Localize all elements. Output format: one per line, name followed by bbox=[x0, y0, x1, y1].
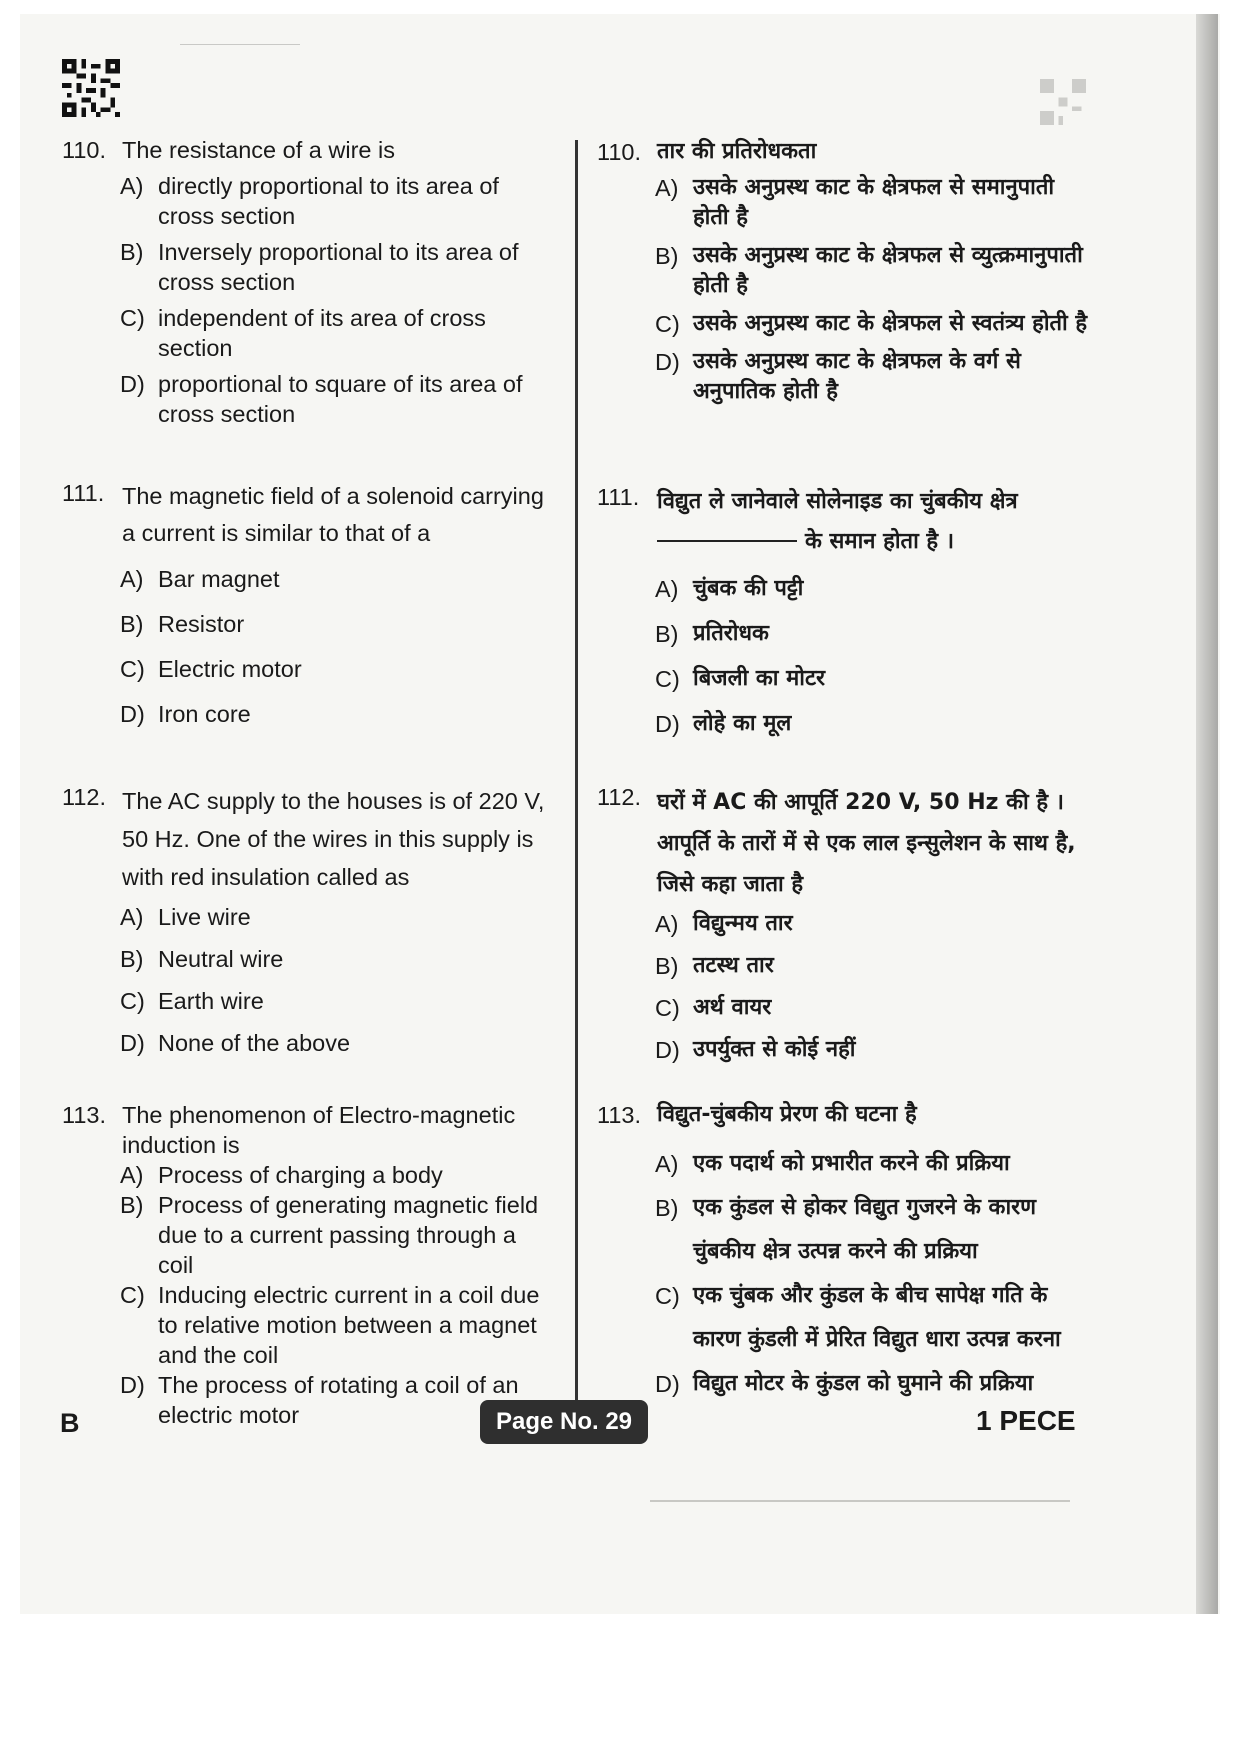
option-letter: B) bbox=[120, 239, 144, 265]
option-d[interactable] bbox=[120, 699, 552, 729]
option-text: तटस्थ तार bbox=[693, 953, 774, 978]
option-c[interactable] bbox=[120, 1280, 552, 1370]
question-number: 113. bbox=[597, 1102, 641, 1128]
option-b[interactable] bbox=[120, 944, 552, 974]
question-number: 110. bbox=[597, 139, 641, 165]
option-c[interactable] bbox=[655, 664, 1097, 694]
scan-mark bbox=[650, 1500, 1070, 1502]
option-text: Resistor bbox=[158, 611, 245, 637]
option-letter: B) bbox=[655, 621, 679, 647]
option-d[interactable] bbox=[120, 1028, 552, 1058]
option-letter: B) bbox=[120, 946, 144, 972]
option-letter: C) bbox=[120, 1282, 145, 1308]
option-d[interactable] bbox=[655, 709, 1097, 739]
option-letter: C) bbox=[120, 656, 145, 682]
question-113-hi bbox=[597, 1100, 1097, 1406]
option-letter: C) bbox=[120, 988, 145, 1014]
question-stem: विद्युत ले जानेवाले सोलेनाइड का चुंबकीय क्षेत्र bbox=[657, 489, 1018, 514]
question-112-hi bbox=[597, 782, 1097, 1065]
option-letter: A) bbox=[120, 566, 144, 592]
option-b[interactable] bbox=[120, 1190, 552, 1280]
option-text: उपर्युक्त से कोई नहीं bbox=[693, 1037, 856, 1062]
option-text: चुंबक की पट्टी bbox=[693, 576, 804, 601]
option-a[interactable] bbox=[655, 909, 1097, 939]
option-letter: B) bbox=[655, 243, 679, 269]
option-letter: A) bbox=[655, 576, 679, 602]
option-text: directly proportional to its area of cross section bbox=[158, 173, 499, 229]
option-text: उसके अनुप्रस्थ काट के क्षेत्रफल के वर्ग से अनुपातिक होती है bbox=[693, 349, 1021, 404]
option-letter: D) bbox=[120, 1030, 145, 1056]
option-text: बिजली का मोटर bbox=[693, 666, 826, 691]
scan-mark bbox=[180, 44, 300, 45]
option-c[interactable] bbox=[120, 654, 552, 684]
option-letter: C) bbox=[655, 311, 680, 337]
question-stem: विद्युत-चुंबकीय प्रेरण की घटना है bbox=[657, 1102, 917, 1127]
option-text: उसके अनुप्रस्थ काट के क्षेत्रफल से समानुपाती होती है bbox=[693, 175, 1055, 230]
option-text: Bar magnet bbox=[158, 566, 280, 592]
option-a[interactable] bbox=[655, 574, 1097, 604]
option-b[interactable] bbox=[655, 1186, 1097, 1274]
question-stem-tail: के समान होता है । bbox=[805, 529, 955, 554]
option-letter: C) bbox=[655, 995, 680, 1021]
option-c[interactable] bbox=[120, 303, 552, 363]
booklet-series: B bbox=[60, 1408, 80, 1438]
option-letter: C) bbox=[655, 666, 680, 692]
option-letter: D) bbox=[655, 1037, 680, 1063]
option-a[interactable] bbox=[120, 171, 552, 231]
option-text: None of the above bbox=[158, 1030, 351, 1056]
option-text: Process of generating magnetic field due to a current passing through a coil bbox=[158, 1192, 539, 1278]
option-a[interactable] bbox=[655, 173, 1097, 233]
question-111-hi bbox=[597, 482, 1097, 739]
question-110-hi bbox=[597, 137, 1097, 407]
option-letter: B) bbox=[655, 953, 679, 979]
question-number: 111. bbox=[597, 484, 640, 510]
question-113-en bbox=[62, 1100, 552, 1430]
option-letter: C) bbox=[655, 1283, 680, 1309]
option-text: उसके अनुप्रस्थ काट के क्षेत्रफल से स्वतंत्र्य होती है bbox=[693, 311, 1088, 336]
option-c[interactable] bbox=[655, 993, 1097, 1023]
option-d[interactable] bbox=[655, 1035, 1097, 1065]
option-text: The process of rotating a coil of an electric motor bbox=[158, 1372, 519, 1428]
option-letter: A) bbox=[120, 1162, 144, 1188]
question-number: 112. bbox=[597, 784, 641, 810]
question-number: 112. bbox=[62, 784, 106, 810]
question-111-en bbox=[62, 478, 552, 729]
question-stem: घरों में AC की आपूर्ति 220 V, 50 Hz की है । आपूर्ति के तारों में से एक लाल इन्सुलेशन के साथ है, जिसे कहा जाता है bbox=[657, 790, 1076, 897]
option-letter: B) bbox=[655, 1195, 679, 1221]
option-b[interactable] bbox=[120, 609, 552, 639]
option-b[interactable] bbox=[655, 951, 1097, 981]
option-text: प्रतिरोधक bbox=[693, 621, 769, 646]
option-a[interactable] bbox=[120, 1160, 552, 1190]
option-letter: B) bbox=[120, 1192, 144, 1218]
option-letter: D) bbox=[120, 1372, 145, 1398]
option-letter: D) bbox=[655, 711, 680, 737]
question-110-en bbox=[62, 135, 552, 429]
option-b[interactable] bbox=[655, 619, 1097, 649]
qr-code-ghost-icon bbox=[1040, 78, 1086, 126]
option-letter: D) bbox=[120, 371, 145, 397]
option-c[interactable] bbox=[655, 309, 1097, 339]
option-text: Iron core bbox=[158, 701, 251, 727]
option-text: independent of its area of cross section bbox=[158, 305, 486, 361]
column-divider bbox=[575, 140, 578, 1405]
option-b[interactable] bbox=[655, 241, 1097, 301]
question-number: 111. bbox=[62, 480, 105, 506]
option-letter: C) bbox=[120, 305, 145, 331]
option-letter: B) bbox=[120, 611, 144, 637]
option-text: विद्युन्मय तार bbox=[693, 911, 793, 936]
option-letter: A) bbox=[655, 175, 679, 201]
scan-edge-shadow bbox=[1196, 14, 1218, 1614]
question-112-en bbox=[62, 782, 552, 1058]
exam-code: 1 PECE bbox=[976, 1405, 1076, 1436]
option-letter: A) bbox=[120, 904, 144, 930]
option-letter: A) bbox=[655, 911, 679, 937]
option-a[interactable] bbox=[655, 1142, 1097, 1186]
option-text: एक कुंडल से होकर विद्युत गुजरने के कारण चुंबकीय क्षेत्र उत्पन्न करने की प्रक्रिया bbox=[693, 1195, 1037, 1264]
option-text: एक चुंबक और कुंडल के बीच सापेक्ष गति के कारण कुंडली में प्रेरित विद्युत धारा उत्पन्न करना bbox=[693, 1283, 1061, 1352]
option-text: Electric motor bbox=[158, 656, 302, 682]
option-letter: D) bbox=[655, 1371, 680, 1397]
qr-code-icon bbox=[62, 58, 120, 118]
option-text: विद्युत मोटर के कुंडल को घुमाने की प्रक्रिया bbox=[693, 1371, 1034, 1396]
fill-in-blank bbox=[657, 540, 797, 542]
question-stem: तार की प्रतिरोधकता bbox=[657, 139, 817, 164]
question-number: 110. bbox=[62, 137, 106, 163]
option-text: proportional to square of its area of cross section bbox=[158, 371, 523, 427]
option-d[interactable] bbox=[120, 369, 552, 429]
question-stem: The resistance of a wire is bbox=[122, 137, 395, 163]
option-d[interactable] bbox=[655, 347, 1097, 407]
option-text: Inversely proportional to its area of cross section bbox=[158, 239, 519, 295]
option-letter: A) bbox=[655, 1151, 679, 1177]
option-text: अर्थ वायर bbox=[693, 995, 772, 1020]
option-a[interactable] bbox=[120, 902, 552, 932]
option-text: उसके अनुप्रस्थ काट के क्षेत्रफल से व्युत्क्रमानुपाती होती है bbox=[693, 243, 1083, 298]
option-b[interactable] bbox=[120, 237, 552, 297]
option-a[interactable] bbox=[120, 564, 552, 594]
option-letter: D) bbox=[655, 349, 680, 375]
question-number: 113. bbox=[62, 1102, 106, 1128]
option-text: Earth wire bbox=[158, 988, 264, 1014]
question-stem: The magnetic field of a solenoid carrying a current is similar to that of a bbox=[122, 483, 544, 546]
question-stem: The phenomenon of Electro-magnetic induction is bbox=[122, 1102, 516, 1158]
option-text: Process of charging a body bbox=[158, 1162, 443, 1188]
option-text: Neutral wire bbox=[158, 946, 284, 972]
option-letter: A) bbox=[120, 173, 144, 199]
option-c[interactable] bbox=[120, 986, 552, 1016]
option-d[interactable] bbox=[655, 1362, 1097, 1406]
question-stem-continuation bbox=[657, 522, 1097, 562]
option-text: Inducing electric current in a coil due to relative motion between a magnet and the coil bbox=[158, 1282, 540, 1368]
question-stem: The AC supply to the houses is of 220 V, 50 Hz. One of the wires in this supply is with red insulation called as bbox=[122, 788, 545, 890]
option-c[interactable] bbox=[655, 1274, 1097, 1362]
page-number-badge: Page No. 29 bbox=[480, 1400, 648, 1444]
option-letter: D) bbox=[120, 701, 145, 727]
option-text: लोहे का मूल bbox=[693, 711, 792, 736]
option-text: एक पदार्थ को प्रभारीत करने की प्रक्रिया bbox=[693, 1151, 1010, 1176]
option-text: Live wire bbox=[158, 904, 251, 930]
